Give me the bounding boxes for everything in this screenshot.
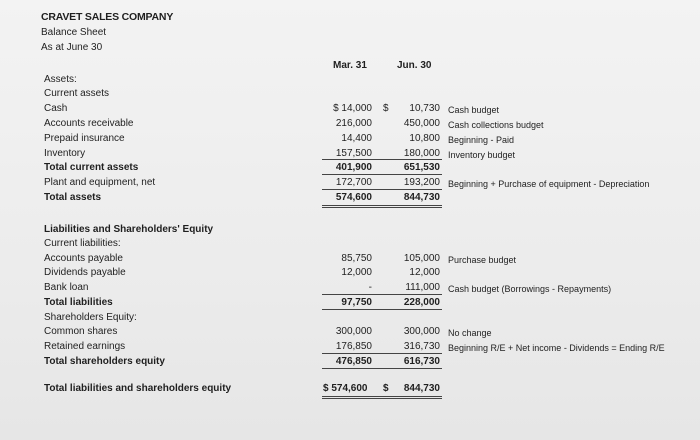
row-label-accounts-receivable: Accounts receivable [44, 118, 134, 129]
cash-mar: $ 14,000 [333, 103, 372, 114]
note-common-shares: No change [448, 328, 492, 338]
rule-below-total-assets-2 [322, 207, 442, 208]
total-assets-mar: 574,600 [335, 192, 372, 203]
dividends-payable-mar: 12,000 [341, 267, 372, 278]
total-shareholders-equity-jun: 616,730 [403, 356, 440, 367]
cash-jun-dollar: $ [383, 103, 389, 114]
rule-below-total-liabilities [322, 309, 442, 310]
assets-header: Assets: [44, 74, 77, 85]
row-label-inventory: Inventory [44, 148, 86, 159]
total-liabilities-equity-jun: 844,730 [403, 383, 440, 394]
column-header-mar: Mar. 31 [333, 60, 367, 71]
note-prepaid-insurance: Beginning - Paid [448, 135, 515, 145]
company-name: CRAVET SALES COMPANY [41, 11, 174, 23]
column-header-jun: Jun. 30 [397, 60, 432, 71]
inventory-jun: 180,000 [403, 148, 440, 159]
row-label-common-shares: Common shares [44, 326, 118, 337]
accounts-payable-mar: 85,750 [341, 253, 372, 264]
rule-below-total-current-assets [322, 174, 442, 175]
row-label-prepaid-insurance: Prepaid insurance [44, 133, 125, 144]
bank-loan-mar: - [368, 282, 372, 293]
row-label-total-liabilities: Total liabilities [44, 297, 113, 308]
rule-above-total-assets [322, 189, 442, 190]
note-accounts-receivable: Cash collections budget [448, 120, 544, 130]
retained-earnings-mar: 176,850 [335, 341, 372, 352]
bank-loan-jun: 111,000 [405, 282, 440, 293]
statement-date: As at June 30 [41, 42, 103, 53]
liabilities-header: Liabilities and Shareholders' Equity [44, 224, 214, 235]
rule-below-total-assets-1 [322, 205, 442, 206]
total-current-assets-mar: 401,900 [335, 162, 372, 173]
rule-above-total-equity [322, 353, 442, 354]
common-shares-mar: 300,000 [335, 326, 372, 337]
row-label-retained-earnings: Retained earnings [44, 341, 126, 352]
row-label-dividends-payable: Dividends payable [44, 267, 126, 278]
note-plant-equipment: Beginning + Purchase of equipment - Depreciation [448, 179, 650, 189]
row-label-total-liabilities-equity: Total liabilities and shareholders equity [44, 383, 232, 394]
prepaid-insurance-mar: 14,400 [341, 133, 372, 144]
note-cash: Cash budget [448, 105, 500, 115]
rule-below-total-equity [322, 368, 442, 369]
dividends-payable-jun: 12,000 [409, 267, 440, 278]
cash-jun: 10,730 [409, 103, 440, 114]
total-liabilities-equity-mar: $ 574,600 [323, 383, 368, 394]
total-liabilities-equity-jun-dollar: $ [383, 383, 389, 394]
accounts-receivable-mar: 216,000 [335, 118, 372, 129]
note-retained-earnings: Beginning R/E + Net income - Dividends = Ending R/E [448, 343, 665, 353]
row-label-total-assets: Total assets [44, 192, 102, 203]
accounts-payable-jun: 105,000 [403, 253, 440, 264]
row-label-accounts-payable: Accounts payable [44, 253, 123, 264]
current-assets-header: Current assets [44, 88, 110, 99]
note-bank-loan: Cash budget (Borrowings - Repayments) [448, 284, 612, 294]
rule-below-grand-total-1 [322, 396, 442, 397]
rule-above-total-current-assets [322, 159, 442, 160]
total-shareholders-equity-mar: 476,850 [335, 356, 372, 367]
row-label-total-current-assets: Total current assets [44, 162, 139, 173]
statement-title: Balance Sheet [41, 27, 107, 38]
rule-below-grand-total-2 [322, 398, 442, 399]
prepaid-insurance-jun: 10,800 [409, 133, 440, 144]
row-label-total-shareholders-equity: Total shareholders equity [44, 356, 165, 367]
plant-equipment-jun: 193,200 [403, 177, 440, 188]
equity-header: Shareholders Equity: [44, 312, 137, 323]
total-liabilities-jun: 228,000 [403, 297, 440, 308]
note-accounts-payable: Purchase budget [448, 255, 517, 265]
note-inventory: Inventory budget [448, 150, 516, 160]
common-shares-jun: 300,000 [403, 326, 440, 337]
inventory-mar: 157,500 [335, 148, 372, 159]
rule-above-total-liabilities [322, 294, 442, 295]
row-label-plant-equipment: Plant and equipment, net [44, 177, 156, 188]
total-assets-jun: 844,730 [403, 192, 440, 203]
total-liabilities-mar: 97,750 [341, 297, 372, 308]
accounts-receivable-jun: 450,000 [403, 118, 440, 129]
current-liabilities-header: Current liabilities: [44, 238, 121, 249]
row-label-cash: Cash [44, 103, 68, 114]
row-label-bank-loan: Bank loan [44, 282, 89, 293]
plant-equipment-mar: 172,700 [335, 177, 372, 188]
retained-earnings-jun: 316,730 [403, 341, 440, 352]
total-current-assets-jun: 651,530 [403, 162, 440, 173]
